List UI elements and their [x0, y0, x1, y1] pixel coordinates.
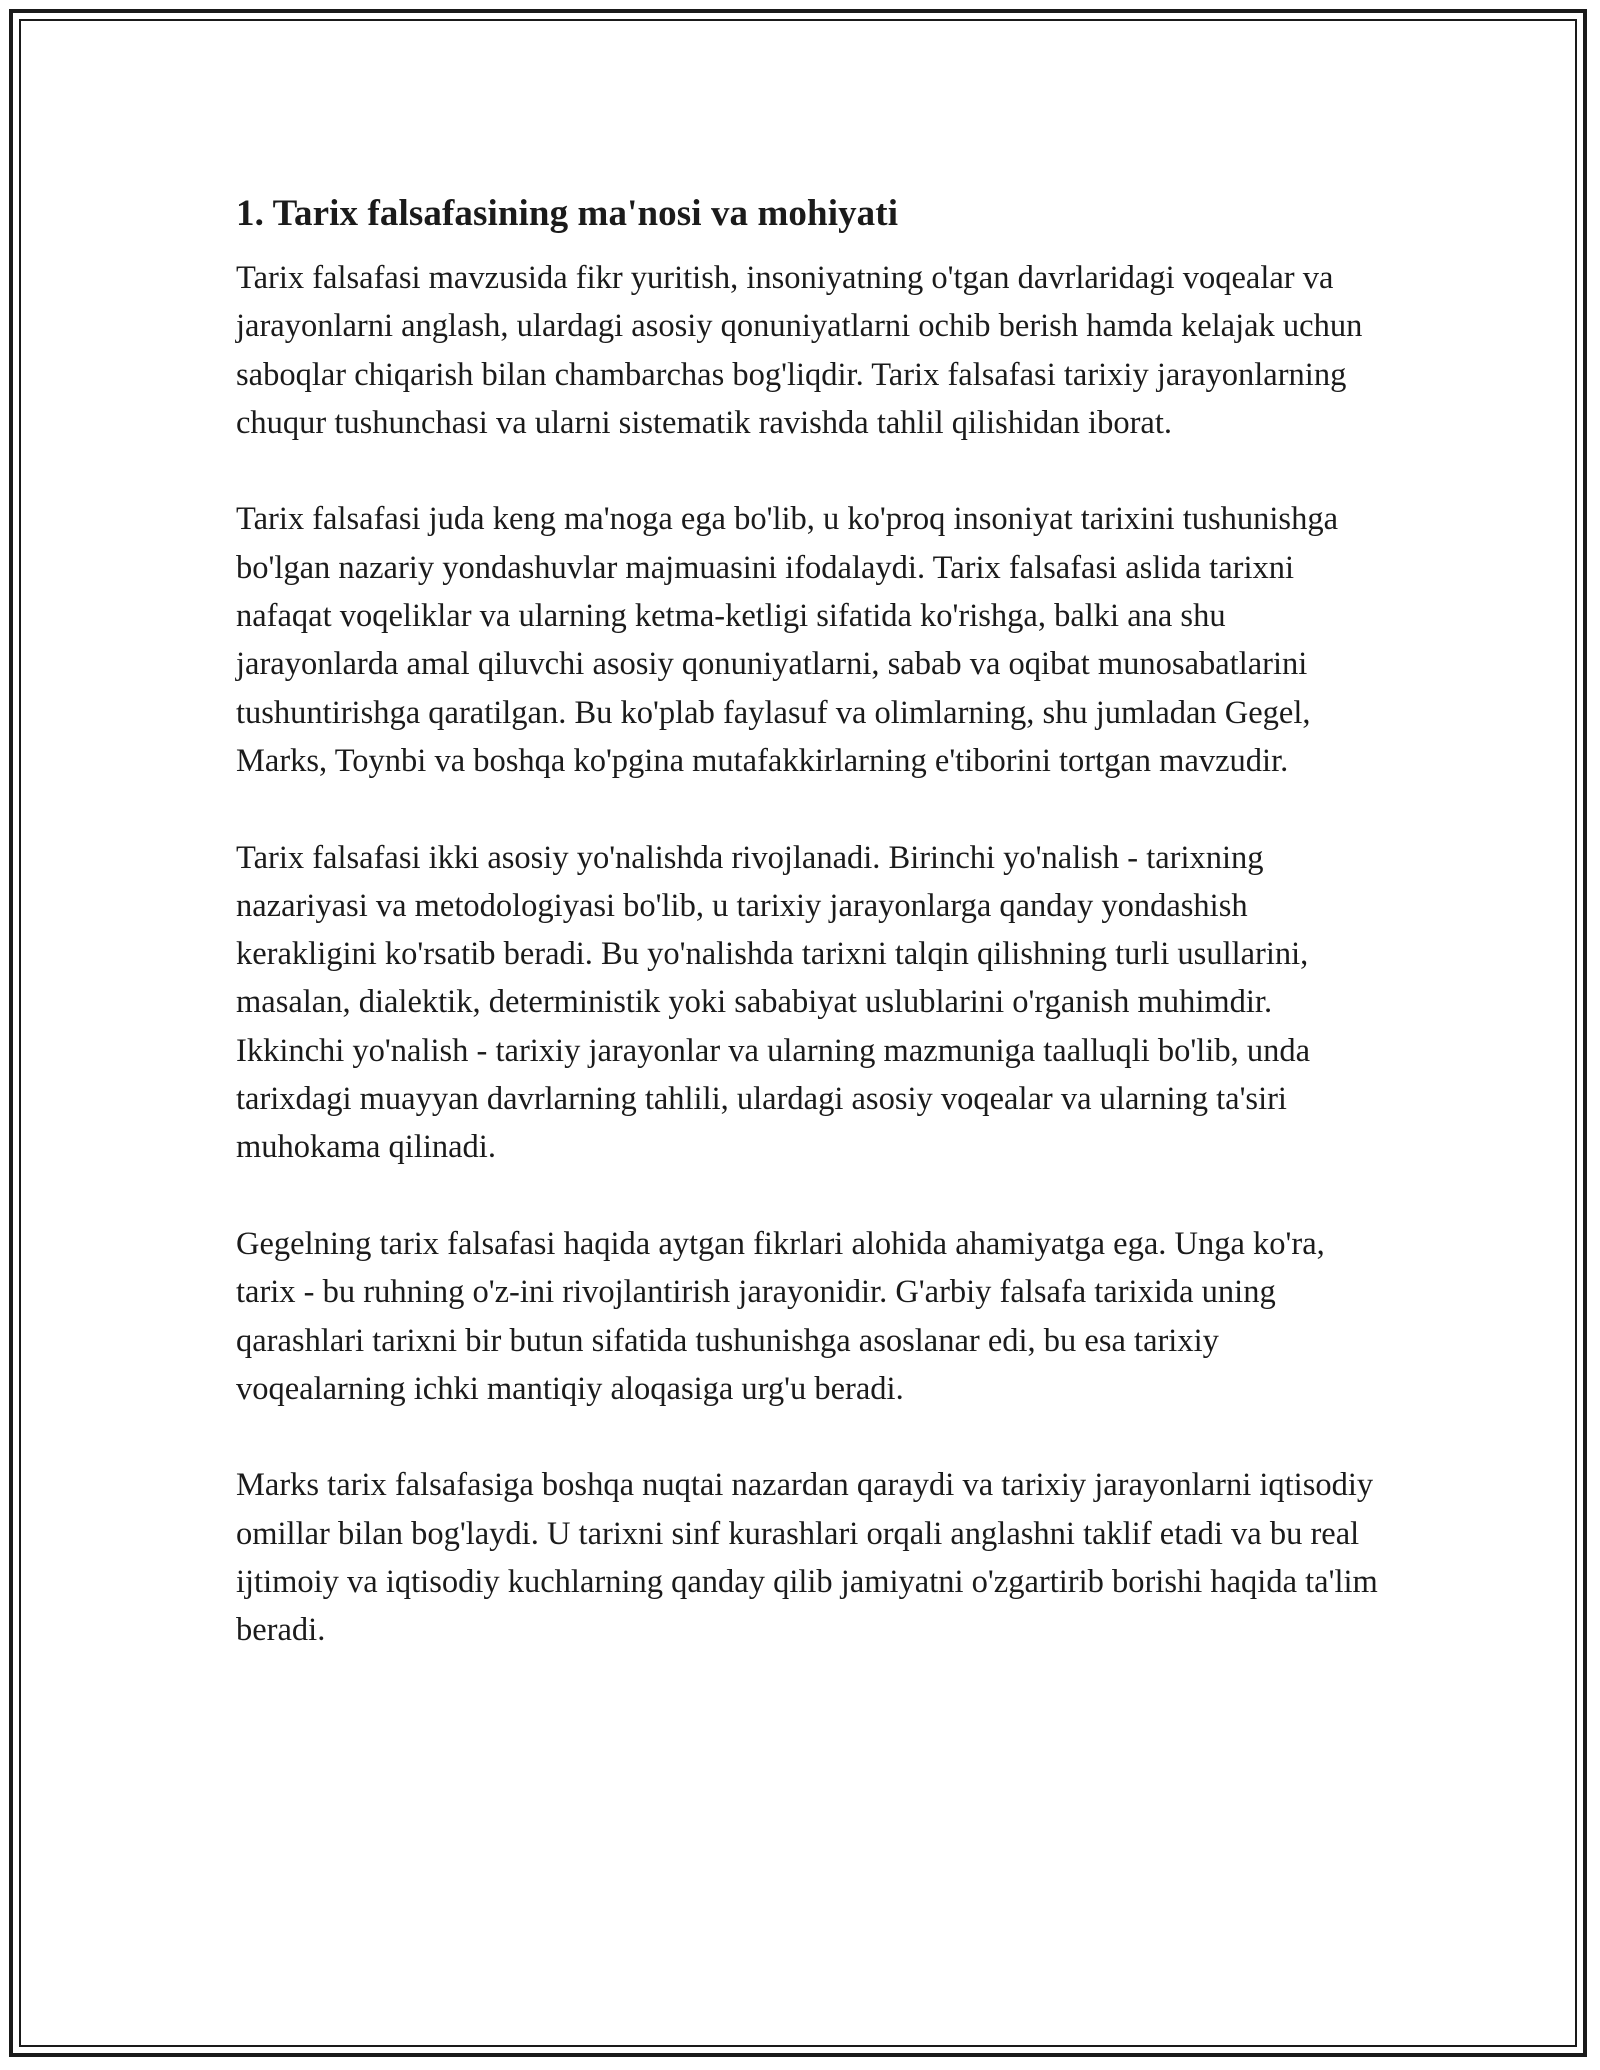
paragraph-2: Tarix falsafasi juda keng ma'noga ega bo'lib, u ko'proq insoniyat tarixini tushunishga bo'lgan nazariy yondashuvlar majmuasini ifodalaydi. Tarix falsafasi aslida tarixni nafaqat voqeliklar va ularning ketma-ketligi sifatida ko'rishga, balki ana shu jarayonlarda amal qiluvchi asosiy qonuniyatlarni, sabab va oqibat munosabatlarini tushuntirishga qaratilgan. Bu ko'plab faylasuf va olimlarning, shu jumladan Gegel, Marks, Toynbi va boshqa ko'pgina mutafakkirlarning e'tiborini tortgan mavzudir. [236, 501, 1339, 779]
paragraph-3: Tarix falsafasi ikki asosiy yo'nalishda rivojlanadi. Birinchi yo'nalish - tarixning nazariyasi va metodologiyasi bo'lib, u tarixiy jarayonlarga qanday yondashish kerakligini ko'rsatib beradi. Bu yo'nalishda tarixni talqin qilishning turli usullarini, masalan, dialektik, deterministik yoki sababiyat uslublarini o'rganish muhimdir. Ikkinchi yo'nalish - tarixiy jarayonlar va ularning mazmuniga taalluqli bo'lib, unda tarixdagi muayyan davrlarning tahlili, ulardagi asosiy voqealar va ularning ta'siri muhokama qilinadi. [236, 839, 1310, 1166]
paragraph-5: Marks tarix falsafasiga boshqa nuqtai nazardan qaraydi va tarixiy jarayonlarni iqtisodiy omillar bilan bog'laydi. U tarixni sinf kurashlari orqali anglashni taklif etadi va bu real ijtimoiy va iqtisodiy kuchlarning qanday qilib jamiyatni o'zgartirib borishi haqida ta'lim beradi. [236, 1467, 1378, 1649]
paragraph-4: Gegelning tarix falsafasi haqida aytgan fikrlari alohida ahamiyatga ega. Unga ko'ra, tarix - bu ruhning o'z-ini rivojlantirish jarayonidir. G'arbiy falsafa tarixida uning qarashlari tarixni bir butun sifatida tushunishga asoslanar edi, bu esa tarixiy voqealarning ichki mantiqiy aloqasiga urg'u beradi. [236, 1225, 1325, 1407]
paragraph-1: Tarix falsafasi mavzusida fikr yuritish, insoniyatning o'tgan davrlaridagi voqealar va jarayonlarni anglash, ulardagi asosiy qonuniyatlarni ochib berish hamda kelajak uchun saboqlar chiqarish bilan chambarchas bog'liqdir. Tarix falsafasi tarixiy jarayonlarning chuqur tushunchasi va ularni sistematik ravishda tahlil qilishidan iborat. [236, 260, 1363, 441]
document-content [236, 186, 1386, 1655]
section-heading: 1. Tarix falsafasining ma'nosi va mohiyati [236, 193, 899, 234]
